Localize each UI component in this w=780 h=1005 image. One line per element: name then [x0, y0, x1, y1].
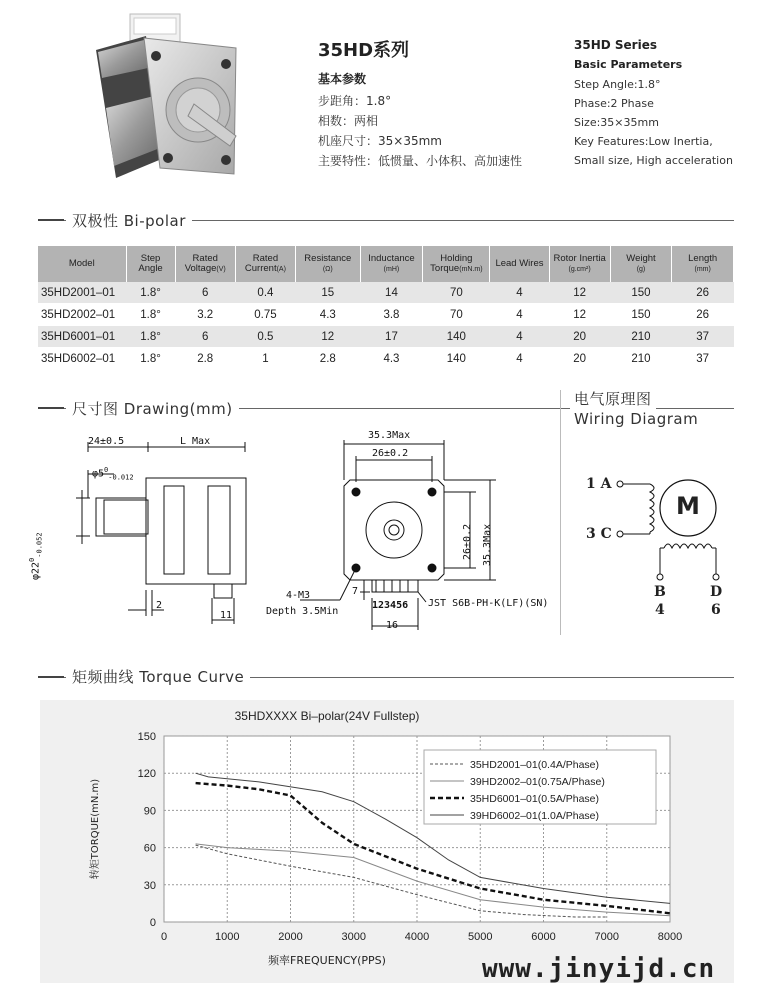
- y-axis-label: 转矩TORQUE(mN.m): [90, 778, 101, 880]
- table-cell: 0.5: [235, 326, 295, 348]
- table-cell: 12: [549, 304, 610, 326]
- x-tick-label: 3000: [341, 931, 366, 943]
- wire-number-d: 6: [711, 602, 721, 618]
- x-tick-label: 6000: [531, 931, 556, 943]
- table-header-cell: Rated Current(A): [235, 246, 295, 282]
- x-tick-label: 5000: [468, 931, 493, 943]
- chart-title: 35HDXXXX Bi–polar(24V Fullstep): [234, 709, 420, 723]
- wire-number-b: 4: [655, 602, 665, 618]
- basic-params-en: Basic Parameters: [574, 58, 683, 71]
- table-cell: 4: [490, 348, 549, 370]
- table-cell: 140: [423, 348, 490, 370]
- table-cell: 150: [610, 282, 672, 304]
- x-tick-label: 1000: [215, 931, 240, 943]
- table-cell: 14: [360, 282, 423, 304]
- dim-hole-pitch: 26±0.2: [372, 448, 409, 459]
- table-cell: 15: [296, 282, 361, 304]
- section-title-drawing: 尺寸图 Drawing(mm): [66, 398, 239, 419]
- dim-connector-width: 11: [220, 610, 233, 621]
- spec-line-en: Phase:2 Phase: [574, 97, 654, 110]
- spec-table: [38, 246, 734, 370]
- table-cell: 1.8°: [126, 304, 175, 326]
- dim-shaft-diameter: $\varphi 5^0_{-0.012}$: [92, 466, 134, 482]
- connector-pin-numbers: 123456: [372, 600, 409, 611]
- spec-line-cn: 主要特性：低惯量、小体积、高加速性: [318, 154, 523, 168]
- watermark: www.jinyijd.cn: [482, 954, 716, 984]
- x-tick-label: 8000: [657, 931, 683, 943]
- table-header-cell: Resistance (Ω): [296, 246, 361, 282]
- motor-photo: [86, 8, 256, 198]
- wire-label-c: 3 C: [586, 526, 612, 542]
- x-tick-label: 7000: [594, 931, 619, 943]
- table-cell: 4: [490, 304, 549, 326]
- table-cell: 0.75: [235, 304, 295, 326]
- legend-entry: 35HD2001–01(0.4A/Phase): [470, 759, 600, 771]
- table-header-cell: Step Angle: [126, 246, 175, 282]
- table-cell: 26: [672, 304, 734, 326]
- table-cell: 6: [175, 326, 235, 348]
- x-tick-label: 4000: [404, 931, 430, 943]
- dim-boss-diameter: $\varphi 22^0_{-0.052}$: [28, 532, 44, 580]
- legend-entry: 39HD2002–01(0.75A/Phase): [470, 776, 605, 788]
- dim-flange: 2: [156, 600, 163, 611]
- table-row: [38, 326, 734, 348]
- y-tick-label: 60: [143, 842, 156, 855]
- spec-line-en: Key Features:Low Inertia,: [574, 135, 713, 148]
- y-tick-label: 0: [149, 917, 156, 929]
- series-title-en: 35HD Series: [574, 38, 657, 52]
- dim-frame-max: 35.3Max: [368, 430, 411, 441]
- y-tick-label: 90: [143, 805, 156, 818]
- table-cell: 35HD2002–01: [38, 304, 126, 326]
- spec-line-en: Small size, High acceleration: [574, 154, 733, 167]
- dim-connector-length: 16: [386, 620, 399, 631]
- wire-label-a: 1 A: [586, 476, 612, 492]
- table-cell: 70: [423, 282, 490, 304]
- table-header-cell: Inductance (mH): [360, 246, 423, 282]
- table-header-cell: Rated Voltage(V): [175, 246, 235, 282]
- torque-chart: [40, 700, 734, 983]
- table-cell: 1.8°: [126, 326, 175, 348]
- table-cell: 4.3: [296, 304, 361, 326]
- table-cell: 6: [175, 282, 235, 304]
- table-cell: 4: [490, 282, 549, 304]
- table-cell: 140: [423, 326, 490, 348]
- screw-spec: 4-M3: [286, 590, 311, 601]
- table-header-cell: Length (mm): [672, 246, 734, 282]
- wire-label-b: B: [654, 584, 666, 600]
- table-cell: 3.2: [175, 304, 235, 326]
- connector-model: JST S6B-PH-K(LF)(SN): [428, 598, 549, 609]
- table-row: [38, 304, 734, 326]
- table-cell: 37: [672, 326, 734, 348]
- table-header-cell: Holding Torque(mN.m): [423, 246, 490, 282]
- dim-shaft-length: 24±0.5: [88, 436, 125, 447]
- table-cell: 150: [610, 304, 672, 326]
- y-tick-label: 30: [143, 879, 156, 892]
- table-cell: 35HD6002–01: [38, 348, 126, 370]
- spec-line-cn: 机座尺寸：35×35mm: [318, 134, 442, 148]
- y-tick-label: 150: [137, 731, 156, 743]
- table-cell: 2.8: [296, 348, 361, 370]
- y-tick-label: 120: [137, 768, 156, 781]
- table-cell: 17: [360, 326, 423, 348]
- table-cell: 3.8: [360, 304, 423, 326]
- table-cell: 35HD6001–01: [38, 326, 126, 348]
- table-cell: 4.3: [360, 348, 423, 370]
- table-cell: 70: [423, 304, 490, 326]
- dim-frame-max-vertical: 35.3Max: [482, 523, 493, 566]
- section-title-wiring-cn: 电气原理图: [570, 388, 656, 409]
- table-cell: 1: [235, 348, 295, 370]
- table-cell: 210: [610, 348, 672, 370]
- dim-hole-pitch-vertical: 26±0.2: [462, 523, 473, 560]
- section-title-bipolar: 双极性 Bi-polar: [66, 210, 192, 231]
- motor-symbol: M: [676, 492, 700, 520]
- table-cell: 1.8°: [126, 348, 175, 370]
- table-cell: 37: [672, 348, 734, 370]
- vertical-divider: [560, 390, 561, 635]
- table-header-cell: Model: [38, 246, 126, 282]
- wire-label-d: D: [710, 584, 723, 600]
- table-row: [38, 348, 734, 370]
- table-cell: 35HD2001–01: [38, 282, 126, 304]
- legend-entry: 35HD6001–01(0.5A/Phase): [470, 793, 600, 805]
- section-divider-accent: [38, 219, 64, 221]
- table-cell: 4: [490, 326, 549, 348]
- section-title-torque: 矩频曲线 Torque Curve: [66, 666, 250, 687]
- dim-body-length: L Max: [180, 436, 211, 447]
- x-tick-label: 0: [160, 931, 168, 943]
- basic-params-cn: 基本参数: [318, 72, 367, 86]
- table-cell: 12: [549, 282, 610, 304]
- table-cell: 26: [672, 282, 734, 304]
- table-cell: 20: [549, 326, 610, 348]
- screw-depth: Depth 3.5Min: [266, 606, 339, 617]
- x-tick-label: 2000: [278, 931, 303, 943]
- series-title-cn: 35HD系列: [318, 40, 410, 61]
- table-cell: 1.8°: [126, 282, 175, 304]
- legend-entry: 39HD6002–01(1.0A/Phase): [470, 810, 600, 822]
- dim-connector-height: 7: [352, 586, 359, 597]
- table-cell: 210: [610, 326, 672, 348]
- section-divider-accent: [38, 676, 64, 678]
- table-cell: 2.8: [175, 348, 235, 370]
- table-header-cell: Rotor Inertia (g.cm²): [549, 246, 610, 282]
- section-divider-accent: [38, 407, 64, 409]
- table-header-row: [38, 246, 734, 282]
- spec-line-en: Step Angle:1.8°: [574, 78, 661, 91]
- table-cell: 20: [549, 348, 610, 370]
- spec-line-cn: 步距角：1.8°: [318, 94, 392, 108]
- table-header-cell: Weight (g): [610, 246, 672, 282]
- table-cell: 12: [296, 326, 361, 348]
- x-axis-label: 频率FREQUENCY(PPS): [268, 954, 386, 967]
- table-cell: 0.4: [235, 282, 295, 304]
- spec-line-cn: 相数：两相: [318, 114, 379, 128]
- spec-line-en: Size:35×35mm: [574, 116, 659, 129]
- table-row: [38, 282, 734, 304]
- section-title-wiring-en: Wiring Diagram: [570, 410, 702, 428]
- table-header-cell: Lead Wires: [490, 246, 549, 282]
